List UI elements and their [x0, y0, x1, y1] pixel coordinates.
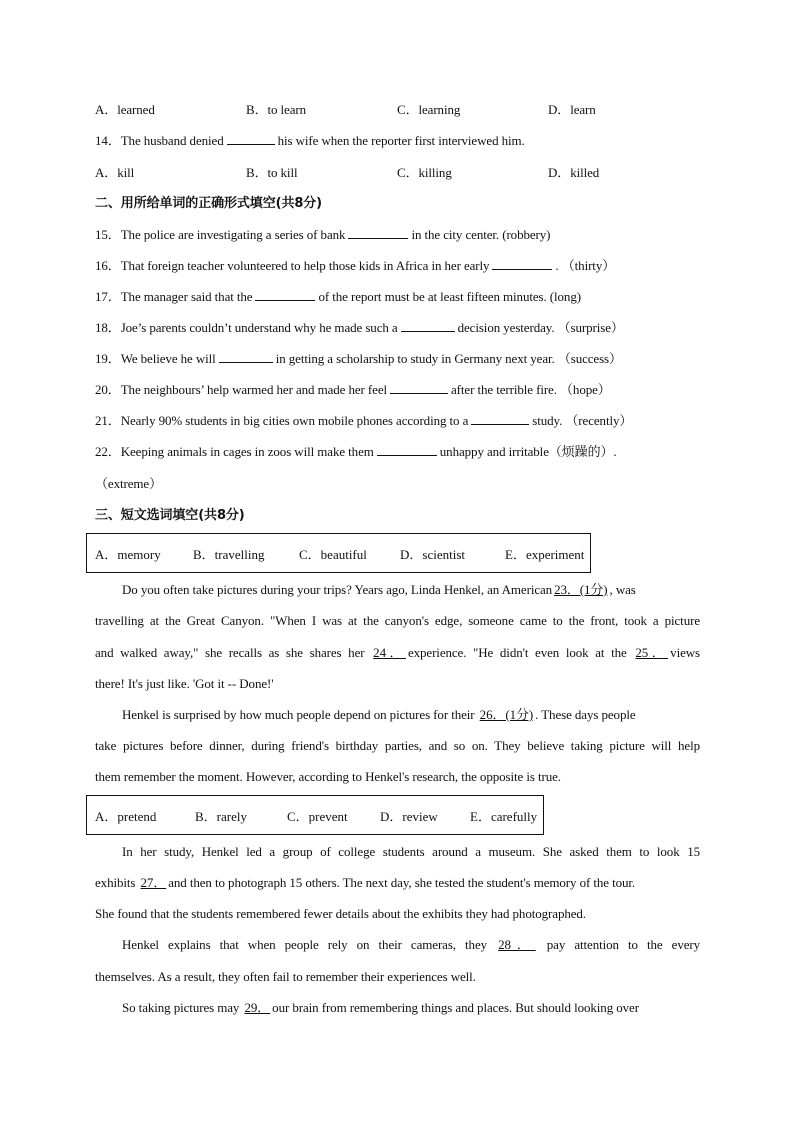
q14-text-post: his wife when the reporter first interviewed him.: [277, 133, 525, 148]
q18-question: [95, 319, 700, 337]
q22-number: 22．: [95, 444, 121, 459]
box1-option-c[interactable]: C．beautiful: [299, 546, 367, 562]
q14-option-d[interactable]: D．killed: [548, 165, 600, 180]
q19-question: [95, 350, 700, 368]
box2-option-c[interactable]: C．prevent: [287, 808, 348, 824]
p2-line3: them remember the moment. However, according to Henkel's research, the opposite is true.: [95, 769, 561, 784]
q18-number: 18．: [95, 320, 121, 335]
q13-option-c[interactable]: C．learning: [397, 102, 461, 117]
q22-blank[interactable]: [377, 443, 437, 456]
q17-number: 17．: [95, 289, 121, 304]
blank-23[interactable]: 23．(1分): [554, 582, 608, 597]
q17-text-pre: The manager said that the: [120, 289, 253, 304]
blank-25[interactable]: 25．: [635, 645, 669, 660]
q21-text-post: study. （recently）: [532, 413, 633, 428]
q22-text-post: unhappy and irritable（烦躁的）.: [439, 444, 617, 459]
q13-option-b[interactable]: B．to learn: [246, 102, 307, 117]
q14-option-c[interactable]: C．killing: [397, 165, 452, 180]
p2-line2: take pictures before dinner, during friend's birthday parties, and so on. They believe taking picture will help: [95, 738, 700, 753]
q14-number: 14．: [95, 133, 121, 148]
q21-question: [95, 412, 700, 430]
box2-option-a[interactable]: A．pretend: [95, 808, 157, 824]
q14-options: [95, 164, 700, 182]
q15-blank[interactable]: [348, 226, 408, 239]
p3-text: and then to photograph 15 others. The next day, she tested the student's memory of the tour.: [168, 875, 636, 890]
box1-option-d[interactable]: D．scientist: [400, 546, 465, 562]
q19-text-pre: We believe he will: [120, 351, 216, 366]
q16-number: 16．: [95, 258, 121, 273]
p3-line3: She found that the students remembered fewer details about the exhibits they had photographed.: [95, 906, 586, 921]
q21-blank[interactable]: [471, 412, 529, 425]
p4-line2: themselves. As a result, they often fail to remember their experiences well.: [95, 969, 476, 984]
p5-text: So taking pictures may: [122, 1000, 240, 1015]
q17-text-post: of the report must be at least fifteen minutes. (long): [318, 289, 581, 304]
p1-text: , was: [609, 582, 636, 597]
q17-question: [95, 288, 700, 306]
blank-26[interactable]: 26．(1分): [479, 707, 534, 722]
section2-title: 二、用所给单词的正确形式填空(共8分): [95, 196, 323, 211]
q16-text-post: . （thirty）: [555, 258, 616, 273]
q15-text-post: in the city center. (robbery): [411, 227, 551, 242]
p4-text: Henkel explains that when people rely on their cameras, they: [122, 937, 488, 952]
q14-text-pre: The husband denied: [120, 133, 224, 148]
p2-text: Henkel is surprised by how much people depend on pictures for their: [122, 707, 475, 722]
q17-blank[interactable]: [255, 288, 315, 301]
q15-text-pre: The police are investigating a series of bank: [120, 227, 346, 242]
section3-title: 三、短文选词填空(共8分): [95, 508, 245, 523]
box1-option-e[interactable]: E．experiment: [505, 546, 585, 562]
p1-text: and walked away," she recalls as she shares her: [95, 645, 365, 660]
p1-line1: [122, 581, 700, 599]
blank-29[interactable]: 29．: [244, 1000, 271, 1015]
q22-question: [95, 443, 700, 461]
p1-text: views: [670, 645, 701, 660]
p5-line1: [122, 999, 700, 1017]
q14-option-a[interactable]: A．kill: [95, 165, 135, 180]
blank-28[interactable]: 28．: [498, 937, 536, 952]
q20-text-pre: The neighbours’ help warmed her and made her feel: [120, 382, 388, 397]
q13-options: [95, 101, 700, 119]
q18-blank[interactable]: [401, 319, 455, 332]
q16-question: [95, 257, 700, 275]
p5-text: our brain from remembering things and places. But should looking over: [272, 1000, 639, 1015]
p3-line1: In her study, Henkel led a group of college students around a museum. She asked them to look 15: [122, 844, 700, 859]
q14-blank[interactable]: [227, 132, 275, 145]
blank-27[interactable]: 27．: [140, 875, 167, 890]
q20-blank[interactable]: [390, 381, 448, 394]
q21-number: 21．: [95, 413, 121, 428]
q19-blank[interactable]: [219, 350, 273, 363]
q19-number: 19．: [95, 351, 121, 366]
q16-text-pre: That foreign teacher volunteered to help those kids in Africa in her early: [120, 258, 490, 273]
p2-text: . These days people: [535, 707, 636, 722]
blank-24[interactable]: 24．: [373, 645, 406, 660]
box1-option-b[interactable]: B．travelling: [193, 546, 265, 562]
word-box-2: [86, 795, 544, 835]
q15-number: 15．: [95, 227, 121, 242]
p3-line2: [95, 874, 700, 892]
p1-line3: [95, 644, 700, 662]
q13-option-d[interactable]: D．learn: [548, 102, 596, 117]
q14-question: [95, 132, 700, 150]
q19-text-post: in getting a scholarship to study in Germany next year. （success）: [275, 351, 622, 366]
q15-question: [95, 226, 700, 244]
q22-text-pre: Keeping animals in cages in zoos will make them: [120, 444, 374, 459]
box1-option-a[interactable]: A．memory: [95, 546, 161, 562]
p1-text: experience. "He didn't even look at the: [407, 645, 627, 660]
q14-option-b[interactable]: B．to kill: [246, 165, 298, 180]
word-box-1: [86, 533, 591, 573]
q18-text-post: decision yesterday. （surprise）: [457, 320, 624, 335]
p1-text: Do you often take pictures during your trips? Years ago, Linda Henkel, an American: [122, 582, 553, 597]
q20-question: [95, 381, 700, 399]
p1-line4: there! It's just like. 'Got it -- Done!': [95, 676, 274, 691]
q20-number: 20．: [95, 382, 121, 397]
p4-text: pay attention to the every: [546, 937, 701, 952]
q18-text-pre: Joe’s parents couldn’t understand why he made such a: [120, 320, 398, 335]
p3-text: exhibits: [95, 875, 136, 890]
box2-option-e[interactable]: E．carefully: [470, 808, 538, 824]
box2-option-d[interactable]: D．review: [380, 808, 438, 824]
p4-line1: [122, 936, 700, 954]
p2-line1: [122, 706, 700, 724]
p1-line2: travelling at the Great Canyon. "When I was at the canyon's edge, someone came to the front, took a picture: [95, 613, 700, 628]
q22-hint: （extreme）: [95, 476, 162, 491]
q13-option-a[interactable]: A．learned: [95, 102, 155, 117]
box2-option-b[interactable]: B．rarely: [195, 808, 247, 824]
q21-text-pre: Nearly 90% students in big cities own mobile phones according to a: [120, 413, 469, 428]
q16-blank[interactable]: [492, 257, 552, 270]
q20-text-post: after the terrible fire. （hope）: [451, 382, 611, 397]
